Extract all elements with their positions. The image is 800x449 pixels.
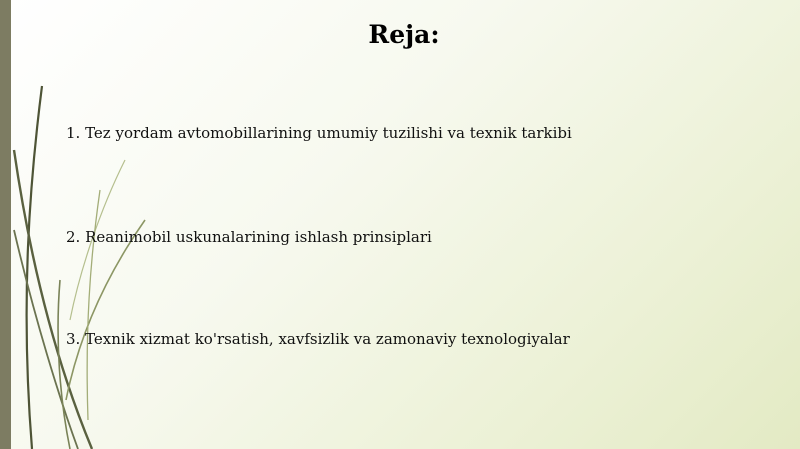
- slide-title: Reja:: [368, 20, 440, 49]
- agenda-item-3: 3. Texnik xizmat ko'rsatish, xavfsizlik va zamonaviy texnologiyalar: [66, 330, 570, 348]
- stem-curve-4: [66, 220, 145, 400]
- agenda-item-2: 2. Reanimobil uskunalarining ishlash prinsiplari: [66, 228, 432, 246]
- stem-curve-1: [27, 86, 42, 449]
- stem-curve-6: [87, 190, 100, 420]
- agenda-item-1: 1. Tez yordam avtomobillarining umumiy tuzilishi va texnik tarkibi: [66, 124, 572, 142]
